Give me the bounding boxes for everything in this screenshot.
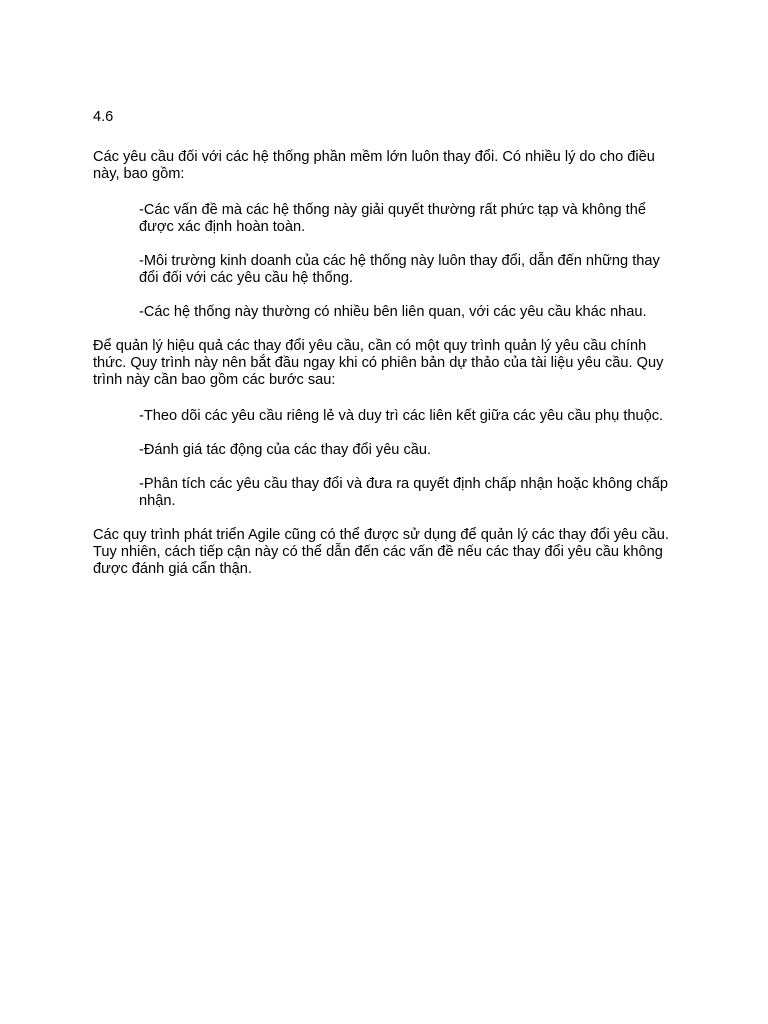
section-number: 4.6 [93,109,114,125]
step-item: -Đánh giá tác động của các thay đổi yêu cầu. [139,442,432,458]
reason-item: -Các hệ thống này thường có nhiều bên liên quan, với các yêu cầu khác nhau. [139,304,647,320]
document-body [93,109,683,597]
conclusion-paragraph: Các quy trình phát triển Agile cũng có thể được sử dụng để quản lý các thay đổi yêu cầu. Tuy nhiên, cách tiếp cận này có thể dẫn đến các vấn đề nếu các thay đổi yêu cầu không được đánh giá cẩn thận. [93,527,669,577]
step-item: -Theo dõi các yêu cầu riêng lẻ và duy trì các liên kết giữa các yêu cầu phụ thuộc. [139,408,664,424]
reason-item: -Môi trường kinh doanh của các hệ thống này luôn thay đổi, dẫn đến những thay đổi đối với các yêu cầu hệ thống. [139,253,660,286]
reason-item: -Các vấn đề mà các hệ thống này giải quyết thường rất phức tạp và không thể được xác định hoàn toàn. [139,202,646,235]
steps-list [139,408,679,510]
process-paragraph: Để quản lý hiệu quả các thay đổi yêu cầu, cần có một quy trình quản lý yêu cầu chính thức. Quy trình này nên bắt đầu ngay khi có phiên bản dự thảo của tài liệu yêu cầu. Quy trình này cần bao gồm các bước sau: [93,338,664,388]
step-item: -Phân tích các yêu cầu thay đổi và đưa ra quyết định chấp nhận hoặc không chấp nhận. [139,476,669,509]
intro-paragraph: Các yêu cầu đối với các hệ thống phần mềm lớn luôn thay đổi. Có nhiều lý do cho điều này, bao gồm: [93,149,655,182]
reasons-list [139,202,679,321]
